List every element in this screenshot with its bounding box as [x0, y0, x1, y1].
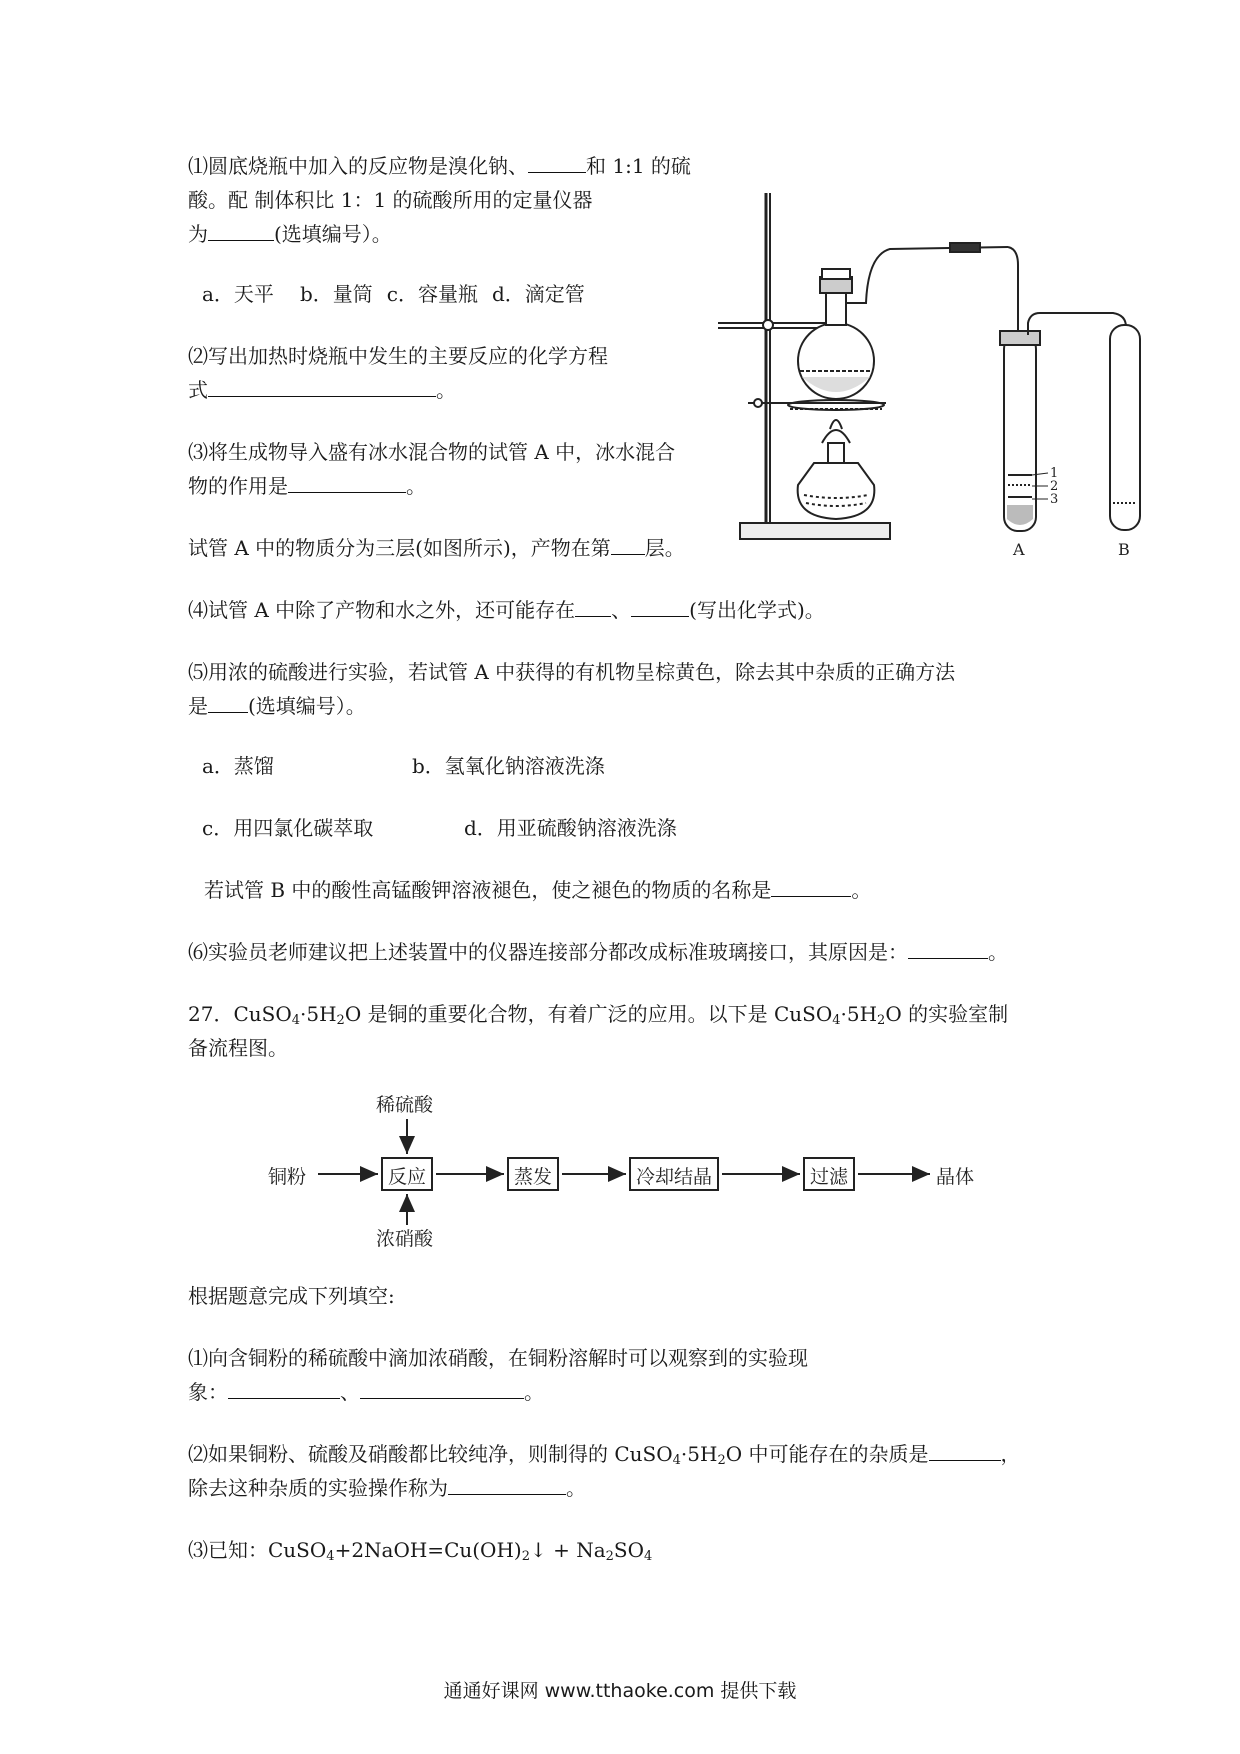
q26-part5-text-c: 若试管 B 中的酸性高锰酸钾溶液褪色，使之褪色的物质的名称是 [204, 878, 772, 902]
q26-part1-text-c: 为 [188, 222, 208, 246]
q26-part1-line1 [188, 152, 691, 180]
q27-part1-text: 象： [188, 1380, 228, 1404]
q26-part3-text-b: 。 [406, 474, 426, 498]
q27-part3-text: SO [613, 1538, 645, 1562]
flow-input-top: 稀硫酸 [376, 1094, 434, 1116]
q27-part2-text: ， [1000, 1442, 1021, 1466]
tube-b-label: B [1118, 540, 1130, 559]
answer-blank[interactable] [448, 1474, 566, 1495]
q27-part2-line2 [188, 1474, 586, 1502]
q26-part5-options-row1 [202, 752, 605, 780]
q26-part5-tube-b [204, 876, 871, 904]
answer-blank[interactable] [208, 376, 436, 397]
q27-intro-text: ·5H [300, 1002, 337, 1026]
q26-part6 [188, 938, 1008, 966]
q27-instruction: 根据题意完成下列填空: [188, 1284, 395, 1308]
subscript: 2 [521, 1549, 530, 1564]
option-c: c．用四氯化碳萃取 [202, 816, 374, 840]
q26-part4-text-c: (写出化学式)。 [689, 598, 825, 622]
flow-step-reaction: 反应 [388, 1166, 427, 1188]
answer-blank[interactable] [208, 692, 248, 713]
q27-intro-line2: 备流程图。 [188, 1036, 288, 1060]
q26-part4-text-a: ⑷试管 A 中除了产物和水之外，还可能存在 [188, 598, 576, 622]
q27-part2-text: 除去这种杂质的实验操作称为 [188, 1476, 448, 1500]
q27-part1-text: 、 [340, 1380, 360, 1404]
option-b: b．量筒 [299, 282, 373, 306]
layer-2-label: 2 [1050, 479, 1059, 494]
subscript: 2 [605, 1549, 614, 1564]
q26-part4 [188, 596, 825, 624]
q27-intro-text: 27．CuSO [188, 1002, 292, 1026]
option-a: a．蒸馏 [202, 754, 274, 778]
q26-part1-text-d: (选填编号）。 [274, 222, 392, 246]
page-footer: 通通好课网 www.tthaoke.com 提供下载 [443, 1680, 797, 1702]
flow-step-filter: 过滤 [810, 1166, 849, 1188]
answer-blank[interactable] [575, 596, 611, 617]
q26-part3-line3 [188, 534, 685, 562]
q26-part1-line3 [188, 220, 392, 248]
q26-part3-text-a: 物的作用是 [188, 474, 288, 498]
q27-part3 [188, 1536, 652, 1564]
answer-blank[interactable] [771, 876, 851, 897]
distillation-apparatus-figure [718, 185, 1130, 560]
q27-part2-line1 [188, 1440, 1021, 1468]
subscript: 2 [717, 1453, 726, 1468]
q26-part2-line2 [188, 376, 456, 404]
q27-part3-text: ⑶已知：CuSO [188, 1538, 327, 1562]
q26-part1-text-a: ⑴圆底烧瓶中加入的反应物是溴化钠、 [188, 154, 528, 178]
q26-part2-line1: ⑵写出加热时烧瓶中发生的主要反应的化学方程 [188, 344, 608, 368]
q26-part6-text-a: ⑹实验员老师建议把上述装置中的仪器连接部分都改成标准玻璃接口，其原因是： [188, 940, 908, 964]
answer-blank[interactable] [360, 1378, 524, 1399]
q26-part1-line2: 酸。配 制体积比 1：1 的硫酸所用的定量仪器 [188, 188, 593, 212]
option-a: a．天平 [202, 282, 274, 306]
option-c: c．容量瓶 [386, 282, 478, 306]
subscript: 2 [336, 1013, 345, 1028]
q26-part2-text-a: 式 [188, 378, 208, 402]
subscript: 4 [832, 1013, 841, 1028]
q26-part5-options-row2 [202, 814, 677, 842]
option-d: d．滴定管 [491, 282, 585, 306]
subscript: 2 [877, 1013, 886, 1028]
q27-part1-line1: ⑴向含铜粉的稀硫酸中滴加浓硝酸，在铜粉溶解时可以观察到的实验现 [188, 1346, 808, 1370]
flow-input-bottom: 浓硝酸 [376, 1228, 434, 1250]
tube-a-label: A [1013, 540, 1025, 559]
q27-intro-text: O 是铜的重要化合物，有着广泛的应用。以下是 CuSO [344, 1002, 833, 1026]
q26-part4-text-b: 、 [611, 598, 632, 622]
q26-part3-text-d: 层。 [644, 536, 685, 560]
flow-step-evaporate: 蒸发 [514, 1166, 553, 1188]
q26-part1-text-b: 和 1:1 的硫 [586, 154, 691, 178]
subscript: 4 [291, 1013, 301, 1028]
answer-blank[interactable] [611, 534, 645, 555]
flow-step-crystallize: 冷却结晶 [636, 1166, 713, 1188]
q26-part2-text-b: 。 [436, 378, 456, 402]
q27-part2-text: ⑵如果铜粉、硫酸及硝酸都比较纯净，则制得的 CuSO [188, 1442, 673, 1466]
q26-part1-options [202, 280, 585, 308]
q27-part1-line2 [188, 1378, 544, 1406]
q26-part5-text-a: 是 [188, 694, 208, 718]
q26-part5-text-d: 。 [851, 878, 872, 902]
answer-blank[interactable] [908, 938, 988, 959]
q26-part5-text-b: (选填编号）。 [248, 694, 366, 718]
flow-end: 晶体 [936, 1166, 975, 1188]
q27-part2-text: 。 [566, 1476, 586, 1500]
option-d: d．用亚硫酸钠溶液洗涤 [464, 816, 677, 840]
flow-start: 铜粉 [268, 1166, 307, 1188]
q26-part3-text-c: 试管 A 中的物质分为三层(如图所示)，产物在第 [188, 536, 611, 560]
q26-part5-line1: ⑸用浓的硫酸进行实验，若试管 A 中获得的有机物呈棕黄色，除去其中杂质的正确方法 [188, 660, 956, 684]
layer-1-label: 1 [1050, 466, 1059, 481]
q26-part6-text-b: 。 [988, 940, 1008, 964]
q26-part5-line2 [188, 692, 366, 720]
answer-blank[interactable] [288, 472, 406, 493]
answer-blank[interactable] [528, 152, 586, 173]
answer-blank[interactable] [208, 220, 274, 241]
q27-part1-text: 。 [524, 1380, 544, 1404]
q27-part2-text: ·5H [680, 1442, 718, 1466]
q27-intro-text: ·5H [840, 1002, 878, 1026]
answer-blank[interactable] [929, 1440, 1001, 1461]
q26-part3-line1: ⑶将生成物导入盛有冰水混合物的试管 A 中，冰水混合 [188, 440, 676, 464]
subscript: 4 [672, 1453, 681, 1468]
q27-intro-text: O 的实验室制 [885, 1002, 1009, 1026]
preparation-flow-chart [258, 1085, 998, 1255]
layer-3-label: 3 [1050, 492, 1059, 507]
answer-blank[interactable] [228, 1378, 340, 1399]
q27-part2-text: O 中可能存在的杂质是 [725, 1442, 929, 1466]
q27-intro-line1 [188, 1000, 1008, 1028]
subscript: 4 [644, 1549, 653, 1564]
option-b: b．氢氧化钠溶液洗涤 [412, 754, 605, 778]
subscript: 4 [326, 1549, 335, 1564]
answer-blank[interactable] [631, 596, 689, 617]
q27-part3-text: ↓ + Na [529, 1538, 606, 1562]
q26-part3-line2 [188, 472, 426, 500]
q27-part3-text: +2NaOH=Cu(OH) [334, 1538, 522, 1562]
